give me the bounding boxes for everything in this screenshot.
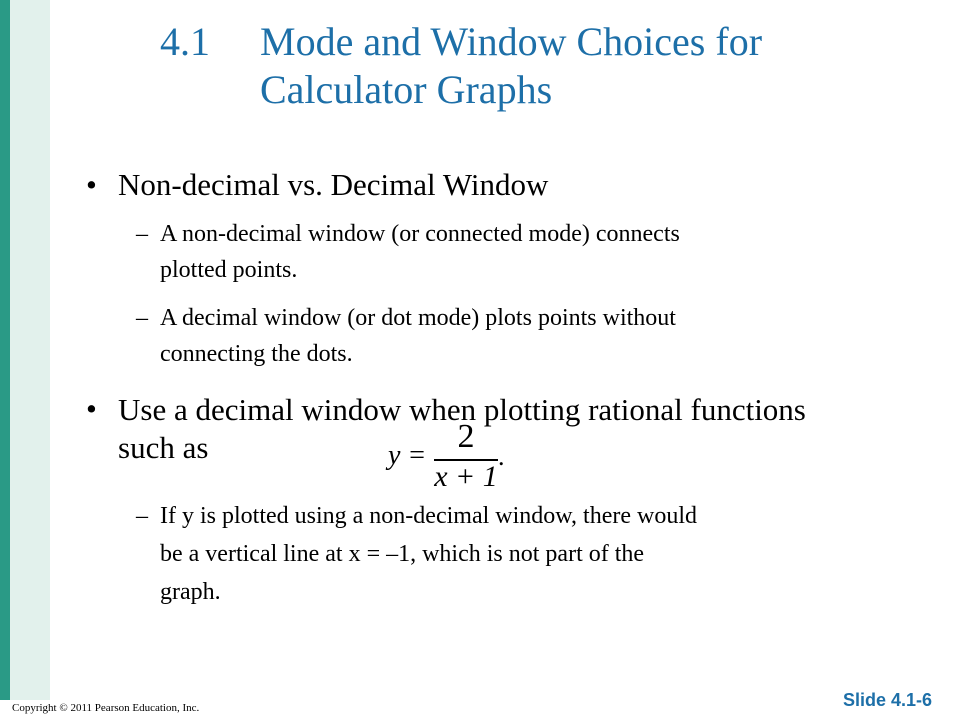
subbullet-3-line2: be a vertical line at x = –1, which is not part of the <box>160 541 645 567</box>
subbullet-3-line1: If y is plotted using a non-decimal window, there would <box>160 503 697 529</box>
slide-number: Slide 4.1-6 <box>842 690 932 710</box>
section-number: 4.1 <box>160 19 210 64</box>
equation-numerator: 2 <box>457 418 475 455</box>
dash-marker: – <box>136 503 148 529</box>
subbullet-1-line1: A non-decimal window (or connected mode) connects <box>160 221 680 247</box>
equation <box>388 418 508 493</box>
dash-marker: – <box>136 305 148 331</box>
subbullet-2-line2: connecting the dots. <box>160 341 353 367</box>
subbullet-2-line1: A decimal window (or dot mode) plots points without <box>160 305 676 331</box>
bullet-2-text: Use a decimal window when plotting rational functions such as <box>118 392 806 465</box>
bullet-1-text: Non-decimal vs. Decimal Window <box>118 167 549 202</box>
equation-lhs: y = <box>388 440 427 471</box>
dash-marker: – <box>136 221 148 247</box>
sidebar-accent-bar <box>0 0 10 700</box>
sidebar-light-bar <box>10 0 50 700</box>
equation-period: . <box>498 442 505 471</box>
equation-denominator: x + 1 <box>434 460 498 493</box>
bullet-dot: • <box>86 167 97 202</box>
subbullet-3-line3: graph. <box>160 579 221 605</box>
copyright-text: Copyright © 2011 Pearson Education, Inc. <box>12 702 200 714</box>
title-text: Mode and Window Choices for Calculator Graphs <box>260 19 763 112</box>
subbullet-1-line2: plotted points. <box>160 257 298 283</box>
bullet-dot: • <box>86 391 97 426</box>
